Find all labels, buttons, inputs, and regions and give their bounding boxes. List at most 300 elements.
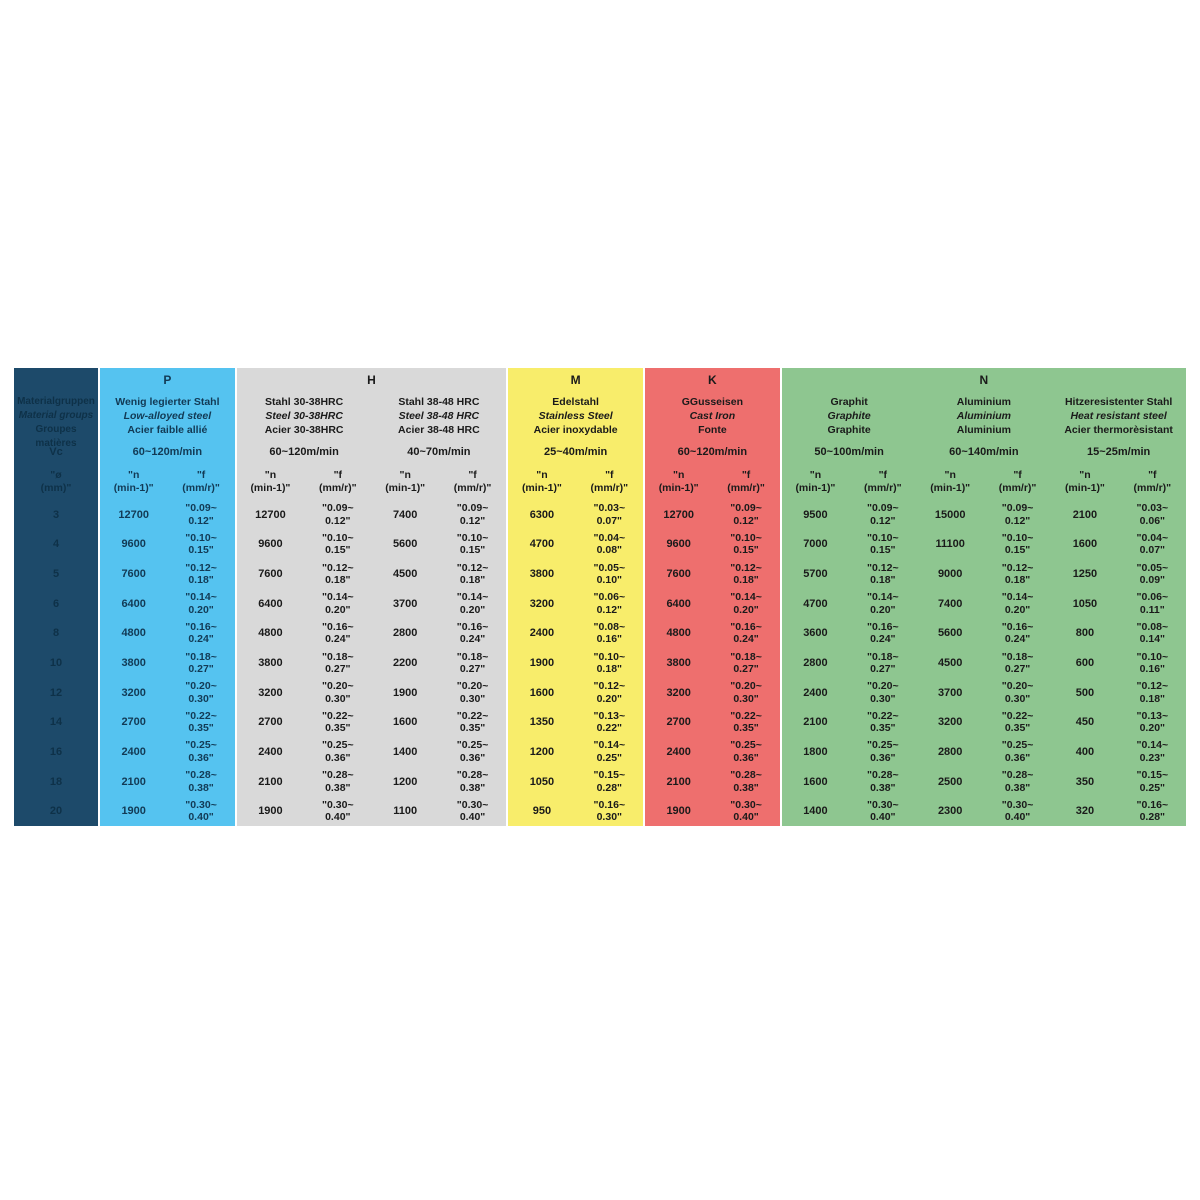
f-value (439, 737, 506, 767)
material-column (508, 392, 643, 826)
f-value-line1: "0.10~ (185, 531, 217, 544)
f-value-line1: "0.28~ (867, 769, 899, 782)
f-value-line2: 0.27" (325, 663, 351, 676)
data-row (100, 589, 235, 619)
n-value: 3700 (937, 686, 963, 699)
f-value-line1: "0.09~ (456, 502, 489, 515)
f-value (712, 767, 779, 797)
data-row (372, 707, 507, 737)
data-row (372, 500, 507, 530)
n-header (237, 464, 304, 500)
f-value-line1: "0.08~ (593, 620, 626, 633)
n-header-line1: "n (264, 469, 277, 481)
f-value (1119, 678, 1186, 708)
n-value: 15000 (934, 508, 966, 521)
n-value: 1600 (392, 716, 418, 729)
f-value-line1: "0.20~ (867, 680, 899, 693)
f-header (849, 464, 916, 500)
f-value-line1: "0.25~ (1001, 739, 1034, 752)
n-value: 1900 (258, 805, 283, 818)
data-row (1051, 678, 1186, 708)
n-value: 800 (1075, 627, 1095, 640)
f-value-line1: "0.22~ (185, 709, 217, 722)
material-group-N (782, 368, 1186, 826)
n-value: 2100 (1072, 508, 1098, 521)
f-value-line2: 0.16" (596, 633, 623, 646)
f-value (304, 619, 371, 649)
f-value-line1: "0.10~ (322, 531, 354, 544)
group-letter: M (570, 373, 581, 387)
n-value: 7400 (392, 508, 418, 521)
data-row (782, 707, 917, 737)
material-name-de: Stahl 30-38HRC (265, 396, 344, 408)
n-value: 12700 (118, 508, 149, 521)
f-value-line2: 0.18" (459, 574, 486, 587)
n-value: 2400 (121, 745, 146, 758)
data-row (782, 619, 917, 649)
material-column (645, 392, 780, 826)
f-value-line1: "0.16~ (456, 620, 489, 633)
f-value (439, 678, 506, 708)
column-headers (782, 464, 917, 500)
n-header (1051, 464, 1118, 500)
f-header-line1: "f (1148, 469, 1157, 481)
material-column (372, 392, 507, 826)
f-value (1119, 530, 1186, 560)
data-row (237, 737, 372, 767)
f-value-line1: "0.20~ (456, 680, 489, 693)
n-value: 2400 (529, 627, 555, 640)
diameter-label: 20 (49, 805, 63, 818)
f-value (712, 530, 779, 560)
f-value-line1: "0.22~ (322, 709, 354, 722)
f-value-line2: 0.30" (459, 692, 486, 705)
f-value-line2: 0.20" (733, 603, 759, 616)
data-row (237, 678, 372, 708)
f-header (576, 464, 643, 500)
data-row (508, 589, 643, 619)
f-value-line1: "0.05~ (593, 561, 626, 574)
f-value-line2: 0.12" (596, 603, 623, 616)
f-value (1119, 648, 1186, 678)
f-value-line1: "0.25~ (730, 739, 762, 752)
f-value-line2: 0.14" (1139, 633, 1166, 646)
f-value (849, 796, 916, 826)
f-value-line2: 0.30" (733, 692, 759, 705)
data-row (917, 530, 1052, 560)
group-letter: H (367, 373, 376, 387)
f-value-line2: 0.18" (325, 574, 351, 587)
f-value-line1: "0.18~ (322, 650, 354, 663)
data-row (782, 796, 917, 826)
f-value (167, 530, 234, 560)
n-value: 3600 (803, 627, 828, 640)
f-value-line1: "0.30~ (185, 798, 217, 811)
f-value (984, 559, 1051, 589)
n-value: 1600 (529, 686, 555, 699)
data-row (645, 559, 780, 589)
f-value-line1: "0.18~ (730, 650, 762, 663)
f-header (1119, 464, 1186, 500)
n-value: 2800 (803, 657, 828, 670)
n-value: 4700 (803, 597, 828, 610)
data-row (917, 500, 1052, 530)
n-value: 4700 (529, 538, 555, 551)
f-value-line2: 0.15" (188, 544, 214, 557)
data-rows (372, 500, 507, 826)
f-value-line2: 0.20" (188, 603, 214, 616)
n-header (645, 464, 712, 500)
f-value-line1: "0.04~ (593, 531, 626, 544)
material-name-en: Heat resistant steel (1070, 410, 1167, 422)
diameter-label: 5 (52, 568, 60, 581)
data-rows (508, 500, 643, 826)
f-value (576, 678, 643, 708)
material-name-de: Aluminium (956, 396, 1011, 408)
data-row (645, 707, 780, 737)
f-value-line2: 0.18" (733, 574, 759, 587)
material-name-fr: Graphite (827, 424, 871, 436)
f-value-line2: 0.36" (733, 751, 759, 764)
n-value: 4800 (258, 627, 283, 640)
data-row (237, 767, 372, 797)
n-value: 2700 (258, 716, 283, 729)
f-value-line1: "0.28~ (322, 769, 354, 782)
f-value (167, 648, 234, 678)
n-value: 2100 (121, 775, 146, 788)
f-value-line2: 0.07" (596, 514, 623, 527)
f-value (984, 500, 1051, 530)
f-value (984, 796, 1051, 826)
data-rows (645, 500, 780, 826)
group-columns (782, 392, 1186, 826)
f-header-line1: "f (741, 469, 751, 481)
n-header-line2: (min-1)" (521, 482, 562, 494)
f-value-line2: 0.18" (596, 663, 623, 676)
n-value: 2200 (392, 657, 418, 670)
f-value-line2: 0.15" (870, 544, 896, 557)
f-value-line1: "0.12~ (1001, 561, 1034, 574)
group-columns (508, 392, 643, 826)
data-row (508, 559, 643, 589)
f-value-line1: "0.18~ (867, 650, 899, 663)
n-value: 3800 (258, 657, 283, 670)
f-value-line1: "0.06~ (1136, 591, 1169, 604)
material-groups-label-de: Materialgruppen (17, 396, 95, 407)
material-column (917, 392, 1052, 826)
material-group-P (100, 368, 235, 826)
f-value-line2: 0.28" (1139, 811, 1166, 824)
f-value-line2: 0.24" (459, 633, 486, 646)
n-value: 3200 (666, 686, 691, 699)
n-value: 6400 (258, 597, 283, 610)
material-name-de: Wenig legierter Stahl (115, 396, 220, 408)
material-name-fr: Acier faible allié (127, 424, 208, 436)
group-columns (100, 392, 235, 826)
f-value-line2: 0.36" (1004, 751, 1031, 764)
data-row (100, 737, 235, 767)
f-value-line1: "0.15~ (593, 769, 626, 782)
n-value: 1250 (1072, 568, 1098, 581)
f-value-line1: "0.28~ (185, 769, 217, 782)
data-row (782, 737, 917, 767)
f-value-line1: "0.16~ (185, 620, 217, 633)
f-value-line1: "0.05~ (1136, 561, 1169, 574)
f-value-line2: 0.18" (1139, 692, 1166, 705)
f-value-line1: "0.16~ (1136, 798, 1169, 811)
f-value (439, 530, 506, 560)
f-value-line2: 0.20" (596, 692, 623, 705)
f-value-line1: "0.14~ (1001, 591, 1034, 604)
f-value-line1: "0.12~ (593, 680, 626, 693)
n-value: 1100 (393, 805, 418, 818)
f-value (849, 737, 916, 767)
f-value-line1: "0.09~ (185, 502, 217, 515)
f-header-line2: (mm/r)" (1133, 482, 1172, 494)
f-value-line2: 0.38" (188, 781, 214, 794)
diameter-header-line1: "ø (50, 469, 62, 481)
f-value (576, 530, 643, 560)
f-value-line1: "0.13~ (593, 709, 626, 722)
data-row (372, 767, 507, 797)
f-value (167, 767, 234, 797)
n-header (917, 464, 984, 500)
f-value (167, 589, 234, 619)
data-row (372, 619, 507, 649)
column-headers (237, 464, 372, 500)
data-row (917, 796, 1052, 826)
f-value-line2: 0.38" (459, 781, 486, 794)
n-value: 2700 (121, 716, 146, 729)
data-row (782, 678, 917, 708)
f-value-line1: "0.14~ (867, 591, 899, 604)
data-row (508, 500, 643, 530)
f-value (576, 737, 643, 767)
f-value-line2: 0.24" (1004, 633, 1031, 646)
f-value-line2: 0.20" (870, 603, 896, 616)
f-value-line2: 0.09" (1139, 574, 1166, 587)
material-name-de: Graphit (830, 396, 868, 408)
material-name-en: Aluminium (956, 410, 1011, 422)
material-name (237, 392, 372, 440)
material-name (782, 392, 917, 440)
f-value (712, 707, 779, 737)
f-value-line1: "0.12~ (322, 561, 354, 574)
n-value: 7400 (937, 597, 963, 610)
f-value (1119, 589, 1186, 619)
f-header-line2: (mm/r)" (182, 482, 220, 494)
material-group-M (508, 368, 643, 826)
diameter-label: 6 (52, 597, 60, 610)
material-name-en: Graphite (827, 410, 871, 422)
f-value (167, 737, 234, 767)
material-column (100, 392, 235, 826)
n-value: 3200 (937, 716, 963, 729)
cutting-speed: 60~120m/min (269, 446, 339, 458)
n-header-line2: (min-1)" (795, 482, 836, 494)
n-value: 4800 (666, 627, 691, 640)
n-value: 7600 (666, 568, 691, 581)
cutting-speed: 50~100m/min (814, 446, 884, 458)
data-row (645, 648, 780, 678)
f-value-line2: 0.35" (188, 722, 214, 735)
data-row (237, 589, 372, 619)
f-value (849, 530, 916, 560)
data-rows (100, 500, 235, 826)
f-value-line2: 0.35" (459, 722, 486, 735)
f-value (984, 707, 1051, 737)
n-header-line1: "n (672, 469, 685, 481)
f-value (304, 559, 371, 589)
f-value-line1: "0.16~ (1001, 620, 1034, 633)
data-row (508, 796, 643, 826)
material-name-fr: Acier 38-48 HRC (398, 424, 480, 436)
f-header-line1: "f (1013, 469, 1022, 481)
n-header-line2: (min-1)" (385, 482, 426, 494)
n-value: 2800 (937, 745, 963, 758)
f-value-line2: 0.25" (596, 751, 623, 764)
n-value: 7000 (803, 538, 828, 551)
f-value-line2: 0.30" (870, 692, 896, 705)
f-value-line1: "0.25~ (867, 739, 899, 752)
f-value-line2: 0.35" (325, 722, 351, 735)
f-value-line1: "0.20~ (730, 680, 762, 693)
f-header-line2: (mm/r)" (318, 482, 357, 494)
f-value (576, 589, 643, 619)
n-value: 1050 (1072, 597, 1098, 610)
n-value: 1400 (803, 805, 828, 818)
n-value: 6400 (121, 597, 146, 610)
material-name-en: Steel 38-48 HRC (398, 410, 480, 422)
material-name-fr: Acier thermorèsistant (1064, 424, 1173, 436)
f-value (849, 678, 916, 708)
n-value: 950 (532, 805, 552, 818)
n-header-line1: "n (536, 469, 548, 481)
column-headers (917, 464, 1052, 500)
f-value (439, 767, 506, 797)
data-row (508, 737, 643, 767)
cutting-speed: 40~70m/min (407, 446, 471, 458)
f-value (849, 619, 916, 649)
f-value-line1: "0.20~ (1001, 680, 1034, 693)
n-header-line2: (min-1)" (930, 482, 971, 494)
f-value-line2: 0.40" (325, 811, 351, 824)
n-value: 2500 (937, 775, 963, 788)
f-value (712, 678, 779, 708)
n-value: 1350 (529, 716, 555, 729)
f-value (304, 589, 371, 619)
f-value-line1: "0.30~ (456, 798, 489, 811)
f-header-line2: (mm/r)" (727, 482, 765, 494)
vc-label: Vc (49, 446, 63, 458)
f-value (304, 648, 371, 678)
data-row (508, 619, 643, 649)
group-letter: K (708, 373, 717, 387)
data-row (372, 648, 507, 678)
f-value-line2: 0.24" (325, 633, 351, 646)
f-value-line2: 0.30" (1004, 692, 1031, 705)
n-value: 1200 (529, 745, 555, 758)
n-value: 3200 (121, 686, 146, 699)
f-value-line1: "0.08~ (1136, 620, 1169, 633)
data-row (917, 737, 1052, 767)
n-value: 2400 (803, 686, 828, 699)
f-value (167, 619, 234, 649)
n-value: 1200 (392, 775, 418, 788)
f-value-line1: "0.06~ (593, 591, 626, 604)
f-value-line1: "0.03~ (1136, 502, 1169, 515)
n-value: 350 (1075, 775, 1095, 788)
data-rows (782, 500, 917, 826)
material-column (1051, 392, 1186, 826)
group-letter: N (979, 373, 989, 387)
n-header (100, 464, 167, 500)
data-row (645, 530, 780, 560)
f-value (304, 500, 371, 530)
f-value (167, 559, 234, 589)
f-header-line1: "f (333, 469, 343, 481)
n-value: 600 (1075, 657, 1095, 670)
f-value (167, 500, 234, 530)
f-value-line2: 0.12" (733, 514, 759, 527)
f-value-line1: "0.14~ (456, 591, 489, 604)
f-header-line1: "f (196, 469, 206, 481)
f-value-line2: 0.27" (459, 663, 486, 676)
f-value-line2: 0.15" (459, 544, 486, 557)
f-value-line2: 0.20" (325, 603, 351, 616)
data-row (1051, 559, 1186, 589)
f-value (304, 530, 371, 560)
n-value: 2400 (258, 745, 283, 758)
data-row (237, 559, 372, 589)
n-value: 12700 (255, 508, 286, 521)
f-value-line2: 0.38" (1004, 781, 1031, 794)
data-row (508, 648, 643, 678)
data-row (100, 678, 235, 708)
n-value: 3800 (121, 657, 146, 670)
data-row (1051, 796, 1186, 826)
f-value (576, 796, 643, 826)
data-row (508, 707, 643, 737)
material-name (372, 392, 507, 440)
f-value (712, 648, 779, 678)
f-value (849, 707, 916, 737)
f-value-line2: 0.15" (733, 544, 759, 557)
f-value (984, 589, 1051, 619)
f-value-line2: 0.18" (1004, 574, 1031, 587)
n-value: 7600 (258, 568, 283, 581)
f-value-line2: 0.12" (870, 514, 896, 527)
f-value (439, 559, 506, 589)
f-value-line2: 0.35" (733, 722, 759, 735)
f-value-line2: 0.11" (1139, 603, 1165, 616)
f-value-line1: "0.09~ (730, 502, 762, 515)
material-name-de: Hitzeresistenter Stahl (1064, 396, 1173, 408)
n-value: 3800 (666, 657, 691, 670)
f-value (984, 648, 1051, 678)
n-header-line1: "n (127, 469, 140, 481)
f-value (304, 678, 371, 708)
diameter-header (14, 464, 98, 500)
f-value-line2: 0.36" (325, 751, 351, 764)
cutting-speed: 15~25m/min (1086, 446, 1151, 458)
f-value-line1: "0.14~ (1136, 739, 1169, 752)
f-value (439, 589, 506, 619)
f-value-line2: 0.24" (870, 633, 896, 646)
f-value-line2: 0.08" (596, 544, 623, 557)
material-name-de: Edelstahl (552, 396, 599, 408)
data-row (645, 619, 780, 649)
